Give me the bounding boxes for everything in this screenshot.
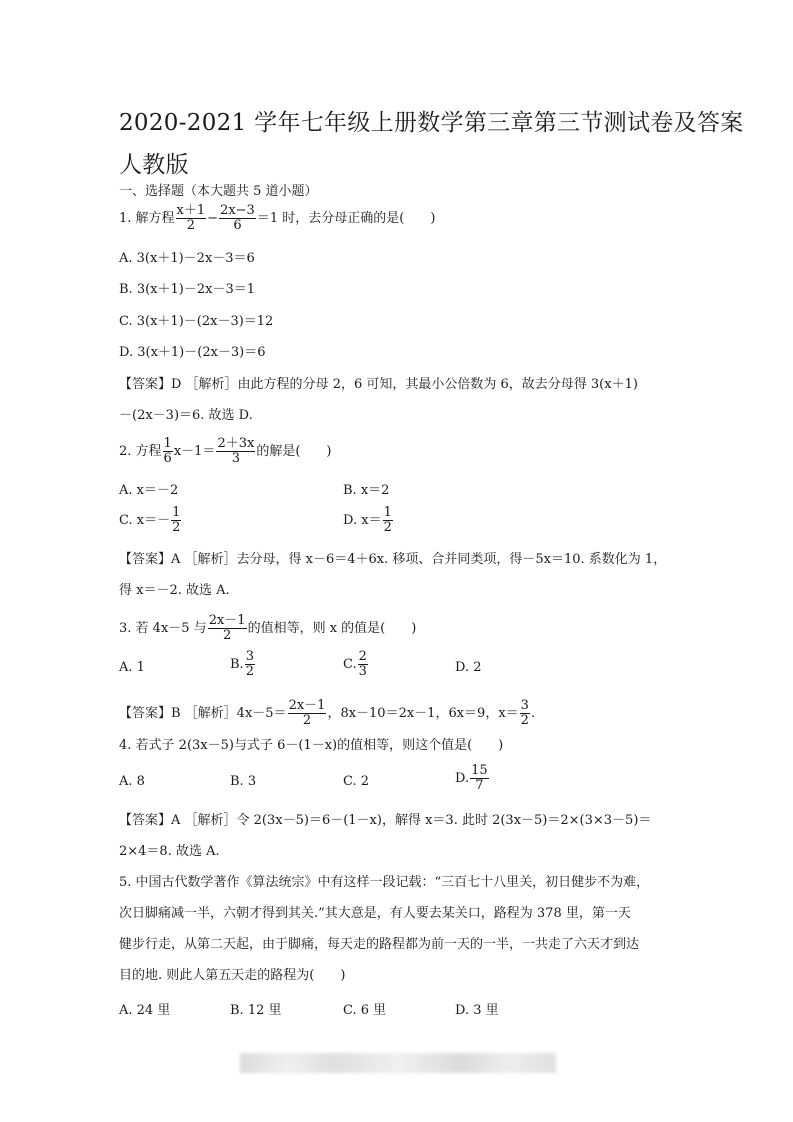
question-2-answer: 【答案】A ［解析］去分母，得 x－6＝4＋6x. 移项、合并同类项，得－5x＝10. 系数化为 1， <box>119 552 667 567</box>
question-5-option-a: A. 24 里 <box>119 1003 171 1018</box>
question-5-stem-cont: 目的地. 则此人第五天走的路程为( ) <box>119 968 346 983</box>
question-1-option-c: C. 3(x＋1)－(2x－3)＝12 <box>119 314 274 329</box>
question-1-answer: 【答案】D ［解析］由此方程的分母 2，6 可知，其最小公倍数为 6，故去分母得 3(x＋1) <box>119 377 638 392</box>
question-3-answer: 【答案】B ［解析］4x－5＝ $\frac{2x-1}{2}$ ，8x－10＝2x－1，6x＝9，x＝ $\frac{3}{2}$ . <box>119 698 536 728</box>
fraction: $\frac{1}{2}$ <box>172 505 181 535</box>
question-4-answer: 【答案】A ［解析］令 2(3x－5)＝6－(1－x)，解得 x＝3. 此时 2(3x－5)＝2×(3×3－5)＝ <box>119 813 652 828</box>
document-title-publisher: 人教版 <box>119 152 189 178</box>
question-5-stem: 5. 中国古代数学著作《算法统宗》中有这样一段记载：“三百七十八里关，初日健步不为难， <box>119 875 650 890</box>
question-4-answer-cont: 2×4＝8. 故选 A. <box>119 844 220 859</box>
fraction: $\frac{1}{6}$ <box>163 436 172 466</box>
question-1-option-a: A. 3(x＋1)－2x－3＝6 <box>119 251 255 266</box>
question-2-option-b: B. x＝2 <box>343 483 390 498</box>
fraction: $\frac{2}{3}$ <box>358 649 367 679</box>
question-4-stem: 4. 若式子 2(3x－5)与式子 6－(1－x)的值相等，则这个值是( ) <box>119 738 504 753</box>
question-4-option-a: A. 8 <box>119 774 145 789</box>
fraction: $\frac{3}{2}$ <box>520 698 529 728</box>
question-2-answer-cont: 得 x＝－2. 故选 A. <box>119 583 230 598</box>
fraction: $\frac{2x-1}{2}$ <box>288 698 326 728</box>
question-5-option-b: B. 12 里 <box>230 1003 282 1018</box>
question-5-stem-cont: 次日脚痛减一半，六朝才得到其关.”其大意是，有人要去某关口，路程为 378 里，第一天 <box>119 906 631 921</box>
question-5-stem-cont: 健步行走，从第二天起，由于脚痛，每天走的路程都为前一天的一半，一共走了六天才到达 <box>119 937 640 952</box>
document-title: 2020-2021 学年七年级上册数学第三章第三节测试卷及答案 <box>119 110 744 136</box>
fraction: $\frac{2x-1}{2}$ <box>208 613 246 643</box>
question-4-option-d: D. $\frac{15}{7}$ <box>455 763 488 793</box>
question-4-option-b: B. 3 <box>230 774 257 789</box>
blurred-footer-watermark <box>240 1053 556 1073</box>
question-1-option-b: B. 3(x＋1)－2x－3＝1 <box>119 282 255 297</box>
question-1-answer-cont: －(2x－3)＝6. 故选 D. <box>119 408 253 423</box>
question-1-stem: 1. 解方程 $\frac{x+1}{2}$ − $\frac{2x-3}{6}$ ＝1 时，去分母正确的是( ) <box>119 203 436 233</box>
section-heading: 一、选择题（本大题共 5 道小题） <box>119 184 318 199</box>
question-4-option-c: C. 2 <box>343 774 370 789</box>
question-1-option-d: D. 3(x＋1)－(2x－3)＝6 <box>119 345 266 360</box>
question-3-option-d: D. 2 <box>455 660 482 675</box>
question-3-option-c: C. $\frac{2}{3}$ <box>343 649 367 679</box>
question-3-option-a: A. 1 <box>119 660 145 675</box>
fraction: $\frac{2+3x}{3}$ <box>217 436 255 466</box>
question-3-stem: 3. 若 4x－5 与 $\frac{2x-1}{2}$ 的值相等，则 x 的值是( ) <box>119 613 417 643</box>
question-2-option-c: C. x＝－ $\frac{1}{2}$ <box>119 505 181 535</box>
fraction: $\frac{15}{7}$ <box>471 763 488 793</box>
question-2-option-a: A. x＝－2 <box>119 483 179 498</box>
fraction: $\frac{2x-3}{6}$ <box>220 203 255 233</box>
question-5-option-d: D. 3 里 <box>455 1003 499 1018</box>
question-2-option-d: D. x＝ $\frac{1}{2}$ <box>343 505 392 535</box>
fraction: $\frac{x+1}{2}$ <box>176 203 206 233</box>
question-2-stem: 2. 方程 $\frac{1}{6}$ x－1＝ $\frac{2+3x}{3}$ 的解是( ) <box>119 436 332 466</box>
question-3-option-b: B. $\frac{3}{2}$ <box>230 649 254 679</box>
fraction: $\frac{3}{2}$ <box>245 649 254 679</box>
fraction: $\frac{1}{2}$ <box>383 505 392 535</box>
question-5-option-c: C. 6 里 <box>343 1003 387 1018</box>
